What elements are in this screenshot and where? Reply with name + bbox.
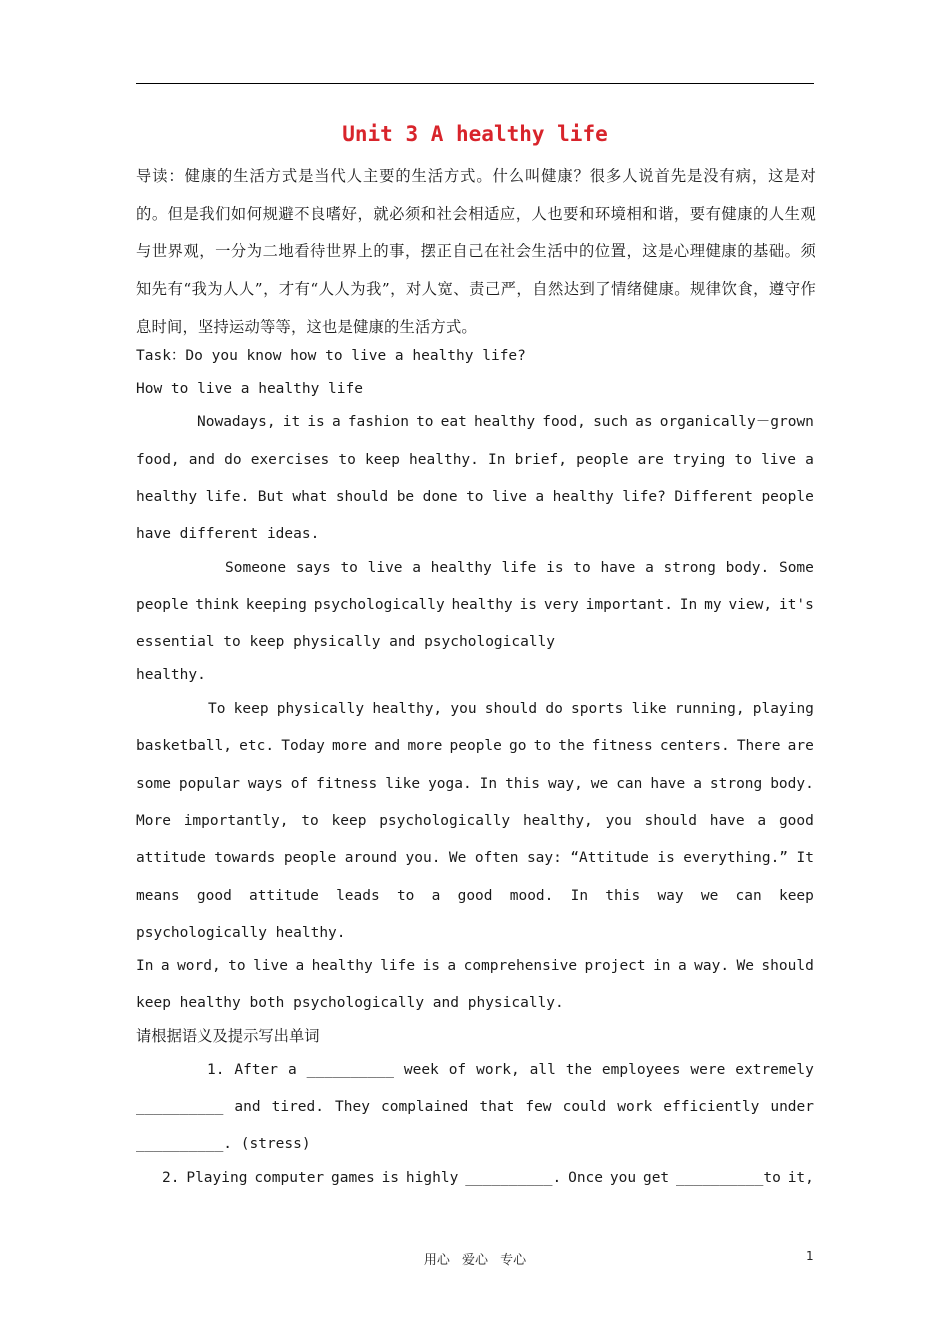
exercise-item: 1. After a __________ week of work, all the employees were extremely xyxy=(207,1062,814,1078)
text-line: essential to keep physically and psychologically xyxy=(136,634,556,650)
exercise-heading: 请根据语义及提示写出单词 xyxy=(136,1027,320,1045)
text-line: To keep physically healthy, you should do sports like running, playing xyxy=(208,701,814,717)
essay-heading: How to live a healthy life xyxy=(136,381,363,397)
exercise-item: 2. Playing computer games is highly __________. Once you get __________to it, xyxy=(162,1170,814,1186)
text-line: Nowadays, it is a fashion to eat healthy food, such as organically－grown xyxy=(197,414,814,430)
text-line: More importantly, to keep psychologically healthy, you should have a good xyxy=(136,813,814,829)
text-line: psychologically healthy. xyxy=(136,925,346,941)
text-line: have different ideas. xyxy=(136,526,320,542)
text-line: basketball, etc. Today more and more people go to the fitness centers. There are xyxy=(136,738,814,754)
text-line: healthy. xyxy=(136,667,206,683)
text-line: people think keeping psychologically healthy is very important. In my view, it's xyxy=(136,597,814,613)
text-line: food, and do exercises to keep healthy. In brief, people are trying to live a xyxy=(136,452,814,468)
exercise-item: __________ and tired. They complained that few could work efficiently under xyxy=(136,1099,814,1115)
text-line: keep healthy both psychologically and physically. xyxy=(136,995,564,1011)
text-line: healthy life. But what should be done to live a healthy life? Different people xyxy=(136,489,814,505)
page-footer: 用心 爱心 专心 xyxy=(423,1253,527,1268)
exercise-item: __________. (stress) xyxy=(136,1136,311,1152)
task-line: Task：Do you know how to live a healthy life? xyxy=(136,348,526,364)
intro-paragraph: 导读：健康的生活方式是当代人主要的生活方式。什么叫健康？很多人说首先是没有病，这是对的。但是我们如何规避不良嗜好，就必须和社会相适应，人也要和环境相和谐，要有健康的人生观与世界观，一分为二地看待世界上的事，摆正自己在社会生活中的位置，这是心理健康的基础。须知先有“我为人人”，才有“人人为我”，对人宽、责己严，自然达到了情绪健康。规律饮食，遵守作息时间，坚持运动等等，这也是健康的生活方式。 xyxy=(136,167,816,336)
page-title: Unit 3 A healthy life xyxy=(342,122,608,146)
text-line: some popular ways of fitness like yoga. In this way, we can have a strong body. xyxy=(136,776,814,792)
page-number: 1 xyxy=(806,1249,814,1263)
text-line: In a word, to live a healthy life is a comprehensive project in a way. We should xyxy=(136,958,814,974)
text-line: Someone says to live a healthy life is to have a strong body. Some xyxy=(225,560,814,576)
text-line: means good attitude leads to a good mood. In this way we can keep xyxy=(136,888,814,904)
header-rule xyxy=(136,83,814,84)
text-line: attitude towards people around you. We often say: “Attitude is everything.” It xyxy=(136,850,814,866)
